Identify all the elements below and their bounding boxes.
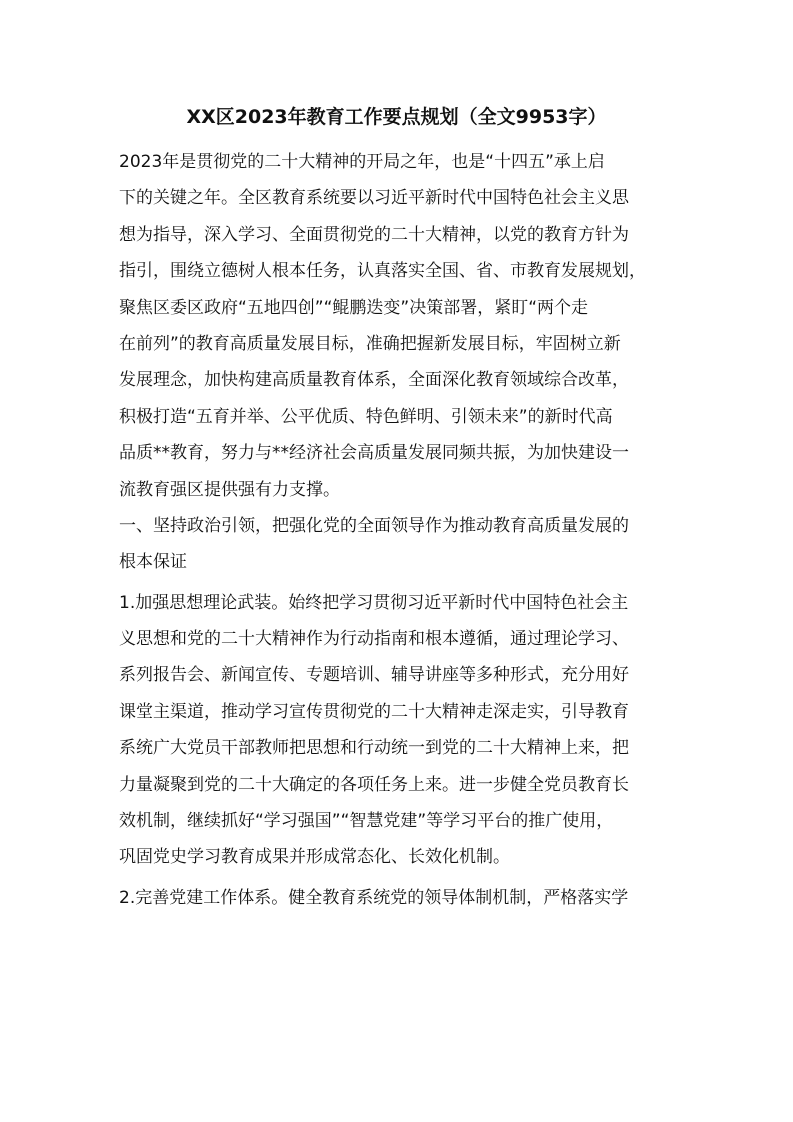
text-line: 2023年是贯彻党的二十大精神的开局之年，也是“十四五”承上启 [119,152,605,172]
text-line: 流教育强区提供强有力支撑。 [119,479,340,500]
text-line: 发展理念，加快构建高质量教育体系，全面深化教育领域综合改革， [119,370,629,391]
item-paragraph [119,880,675,916]
text-line: 力量凝聚到党的二十大确定的各项任务上来。进一步健全党员教育长 [119,774,629,795]
text-line: 指引，围绕立德树人根本任务，认真落实全国、省、市教育发展规划， [119,261,646,282]
text-line: 积极打造“五育并举、公平优质、特色鲜明、引领未来”的新时代高 [119,406,613,427]
text-line: 1.加强思想理论武装。始终把学习贯彻习近平新时代中国特色社会主 [119,592,629,613]
text-line: 根本保证 [119,552,187,573]
text-line: 课堂主渠道，推动学习宣传贯彻党的二十大精神走深走实，引导教育 [119,701,629,722]
intro-paragraph [119,144,675,508]
text-line: 效机制，继续抓好“学习强国”“智慧党建”等学习平台的推广使用， [119,811,614,832]
text-line: 一、坚持政治引领，把强化党的全面领导作为推动教育高质量发展的 [119,515,629,536]
text-line: 下的关键之年。全区教育系统要以习近平新时代中国特色社会主义思 [119,188,629,209]
text-line: 在前列”的教育高质量发展目标，准确把握新发展目标，牢固树立新 [119,333,621,354]
text-line: 品质**教育，努力与**经济社会高质量发展同频共振，为加快建设一 [119,443,629,464]
document-title: XX区2023年教育工作要点规划（全文9953字） [186,106,607,128]
item-paragraph [119,585,675,876]
text-line: 想为指导，深入学习、全面贯彻党的二十大精神，以党的教育方针为 [119,224,629,245]
section-heading [119,508,675,581]
text-line: 系统广大党员干部教师把思想和行动统一到党的二十大精神上来，把 [119,738,629,759]
document-body [119,144,675,916]
text-line: 聚焦区委区政府“五地四创”“鲲鹏迭变”决策部署，紧盯“两个走 [119,297,589,318]
text-line: 巩固党史学习教育成果并形成常态化、长效化机制。 [119,847,510,868]
text-line: 系列报告会、新闻宣传、专题培训、辅导讲座等多种形式，充分用好 [119,665,629,686]
text-line: 2.完善党建工作体系。健全教育系统党的领导体制机制，严格落实学 [119,887,629,908]
text-line: 义思想和党的二十大精神作为行动指南和根本遵循，通过理论学习、 [119,629,629,650]
